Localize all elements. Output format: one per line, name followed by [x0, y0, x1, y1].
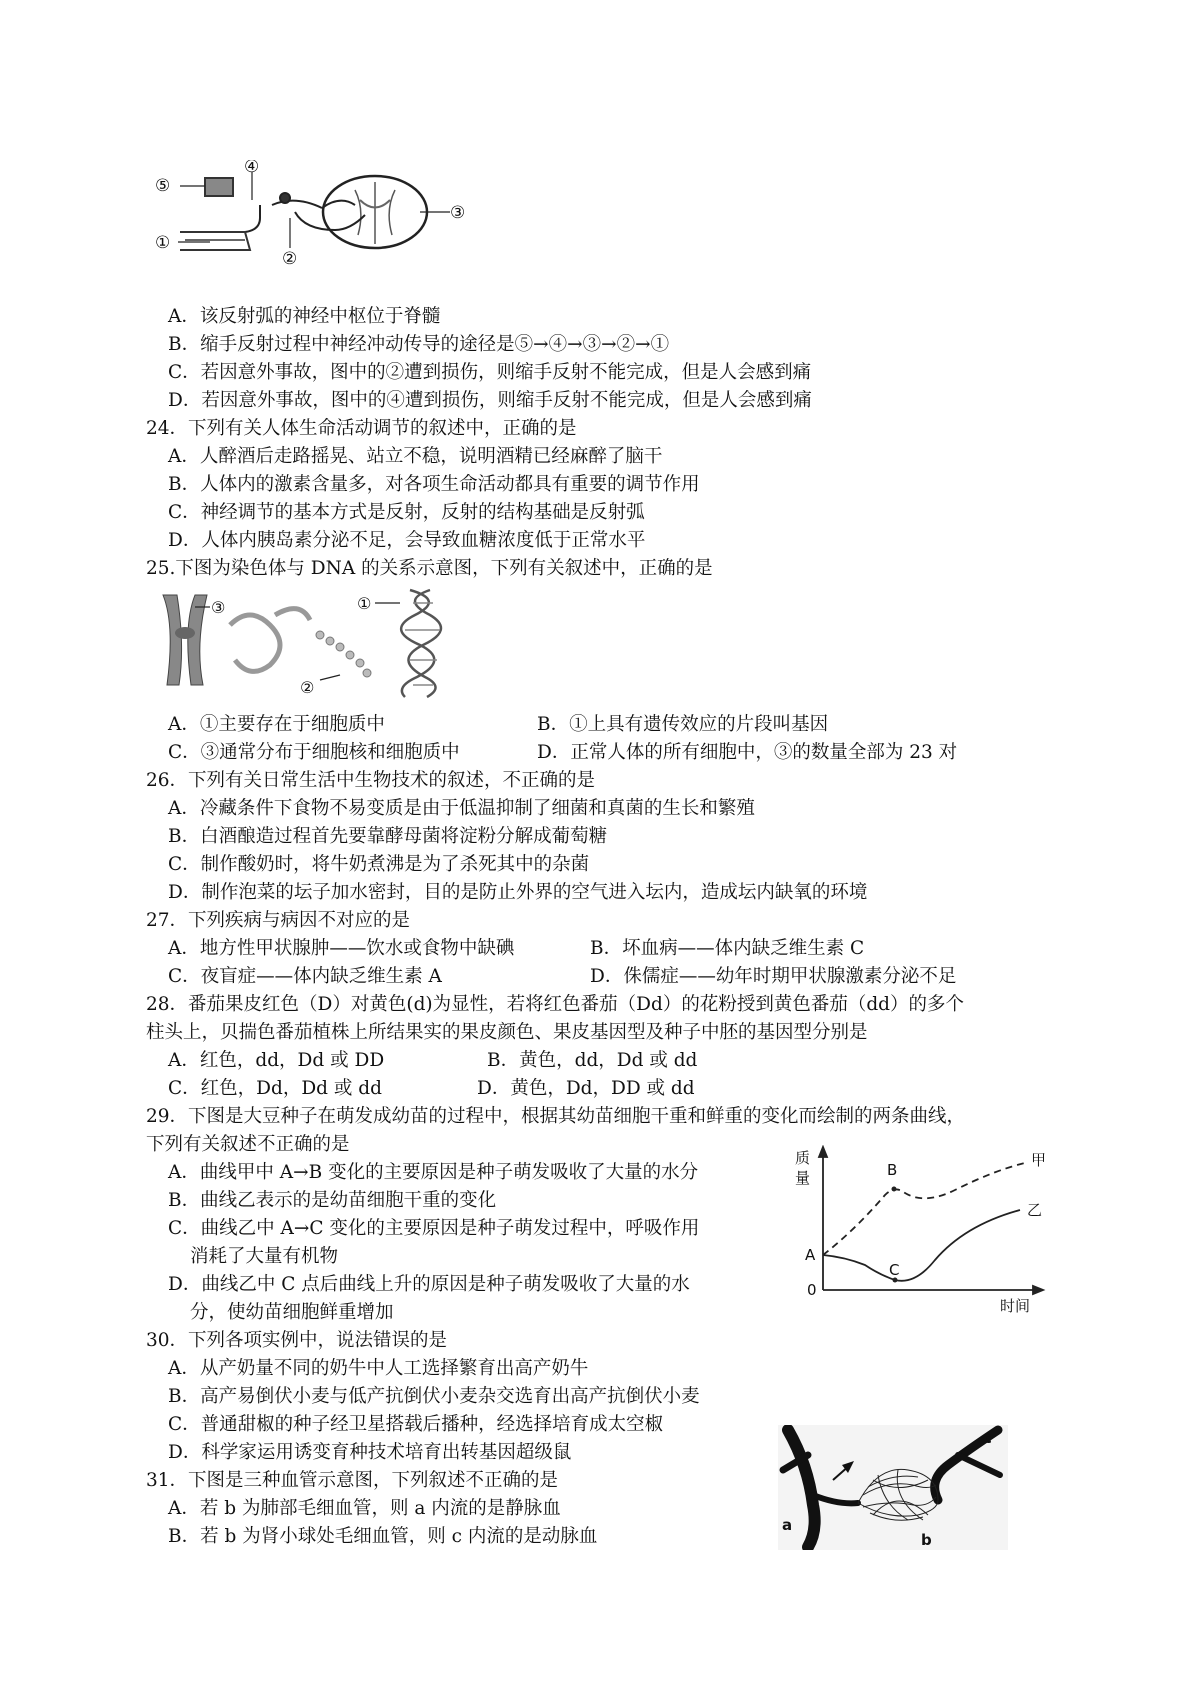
- q26-option-b[interactable]: B．白酒酿造过程首先要靠酵母菌将淀粉分解成葡萄糖: [168, 826, 608, 847]
- reflex-arc-figure: [150, 160, 490, 285]
- q26-stem: 26．下列有关日常生活中生物技术的叙述，不正确的是: [146, 770, 596, 791]
- q24-option-b[interactable]: B．人体内的激素含量多，对各项生命活动都具有重要的调节作用: [168, 474, 700, 495]
- q29-stem-line1: 29．下图是大豆种子在萌发成幼苗的过程中，根据其幼苗细胞干重和鲜重的变化而绘制的两条曲线，: [146, 1106, 966, 1127]
- label-3: ③: [450, 203, 466, 223]
- chromosome-dna-figure: [155, 585, 495, 700]
- q25-stem: 25.下图为染色体与 DNA 的关系示意图，下列有关叙述中，正确的是: [146, 558, 713, 579]
- q29-option-c-cont[interactable]: 消耗了大量有机物: [190, 1246, 339, 1267]
- q28-option-b[interactable]: B．黄色，dd，Dd 或 dd: [487, 1050, 698, 1071]
- q28-stem-line2: 柱头上，贝揣色番茄植株上所结果实的果皮颜色、果皮基因型及种子中胚的基因型分别是: [146, 1022, 868, 1043]
- q24-option-d[interactable]: D．人体内胰岛素分泌不足，会导致血糖浓度低于正常水平: [168, 530, 646, 551]
- q25-option-a[interactable]: A．①主要存在于细胞质中: [168, 714, 385, 735]
- q31-stem: 31．下图是三种血管示意图，下列叙述不正确的是: [146, 1470, 559, 1491]
- point-b: B: [887, 1161, 898, 1179]
- q23-option-b[interactable]: B．缩手反射过程中神经冲动传导的途径是⑤→④→③→②→①: [168, 334, 670, 355]
- q30-option-d[interactable]: D．科学家运用诱变育种技术培育出转基因超级鼠: [168, 1442, 572, 1463]
- label-3: ③: [211, 598, 226, 617]
- label-4: ④: [244, 160, 260, 177]
- q29-option-d-cont[interactable]: 分，使幼苗细胞鲜重增加: [190, 1302, 394, 1323]
- q25-option-b[interactable]: B．①上具有遗传效应的片段叫基因: [537, 714, 829, 735]
- q28-stem-line1: 28．番茄果皮红色（D）对黄色(d)为显性，若将红色番茄（Dd）的花粉授到黄色番茄（dd）的多个: [146, 994, 965, 1015]
- point-a: A: [805, 1246, 816, 1264]
- q26-option-c[interactable]: C．制作酸奶时，将牛奶煮沸是为了杀死其中的杂菌: [168, 854, 590, 875]
- q28-option-d[interactable]: D．黄色，Dd，DD 或 dd: [477, 1078, 695, 1099]
- q30-option-b[interactable]: B．高产易倒伏小麦与低产抗倒伏小麦杂交选育出高产抗倒伏小麦: [168, 1386, 700, 1407]
- q24-stem: 24．下列有关人体生命活动调节的叙述中，正确的是: [146, 418, 577, 439]
- q27-option-a[interactable]: A．地方性甲状腺肿——饮水或食物中缺碘: [168, 938, 515, 959]
- blood-vessel-figure: [778, 1425, 1008, 1550]
- label-1: ①: [357, 594, 372, 613]
- q29-stem-line2: 下列有关叙述不正确的是: [146, 1134, 350, 1155]
- y-label-2: 量: [795, 1169, 811, 1187]
- x-label: 时间: [1000, 1297, 1031, 1315]
- q31-option-a[interactable]: A．若 b 为肺部毛细血管，则 a 内流的是静脉血: [168, 1498, 561, 1519]
- label-c: c: [983, 1429, 992, 1447]
- q31-option-b[interactable]: B．若 b 为肾小球处毛细血管，则 c 内流的是动脉血: [168, 1526, 598, 1547]
- q27-option-d[interactable]: D．侏儒症——幼年时期甲状腺激素分泌不足: [590, 966, 957, 987]
- q30-option-c[interactable]: C．普通甜椒的种子经卫星搭载后播种，经选择培育成太空椒: [168, 1414, 664, 1435]
- curve-jia: [823, 1163, 1025, 1255]
- curve-yi: [823, 1210, 1020, 1281]
- series-yi: 乙: [1027, 1201, 1043, 1219]
- q25-option-c[interactable]: C．③通常分布于细胞核和细胞质中: [168, 742, 460, 763]
- q27-option-b[interactable]: B．坏血病——体内缺乏维生素 C: [590, 938, 865, 959]
- q23-option-d[interactable]: D．若因意外事故，图中的④遭到损伤，则缩手反射不能完成，但是人会感到痛: [168, 390, 812, 411]
- q29-option-b[interactable]: B．曲线乙表示的是幼苗细胞干重的变化: [168, 1190, 497, 1211]
- q23-option-c[interactable]: C．若因意外事故，图中的②遭到损伤，则缩手反射不能完成，但是人会感到痛: [168, 362, 812, 383]
- label-1: ①: [155, 233, 171, 253]
- label-b: b: [921, 1531, 932, 1549]
- origin-label: 0: [807, 1281, 817, 1299]
- label-5: ⑤: [155, 176, 171, 196]
- label-2: ②: [282, 249, 298, 269]
- q28-option-c[interactable]: C．红色，Dd，Dd 或 dd: [168, 1078, 382, 1099]
- q23-option-a[interactable]: A．该反射弧的神经中枢位于脊髓: [168, 306, 441, 327]
- series-jia: 甲: [1031, 1151, 1047, 1169]
- q24-option-a[interactable]: A．人醉酒后走路摇晃、站立不稳，说明酒精已经麻醉了脑干: [168, 446, 663, 467]
- point-c: C: [889, 1261, 900, 1279]
- q27-option-c[interactable]: C．夜盲症——体内缺乏维生素 A: [168, 966, 442, 987]
- q28-option-a[interactable]: A．红色，dd，Dd 或 DD: [168, 1050, 385, 1071]
- q29-option-d[interactable]: D．曲线乙中 C 点后曲线上升的原因是种子萌发吸收了大量的水: [168, 1274, 690, 1295]
- q30-stem: 30．下列各项实例中，说法错误的是: [146, 1330, 448, 1351]
- seed-mass-curve-figure: [795, 1145, 1065, 1315]
- q25-option-d[interactable]: D．正常人体的所有细胞中，③的数量全部为 23 对: [537, 742, 958, 763]
- label-a: a: [782, 1516, 793, 1534]
- q29-option-a[interactable]: A．曲线甲中 A→B 变化的主要原因是种子萌发吸收了大量的水分: [168, 1162, 699, 1183]
- y-label-1: 质: [795, 1149, 811, 1167]
- q27-stem: 27．下列疾病与病因不对应的是: [146, 910, 411, 931]
- reflex-arc-labels: [155, 160, 465, 269]
- q29-option-c[interactable]: C．曲线乙中 A→C 变化的主要原因是种子萌发过程中，呼吸作用: [168, 1218, 700, 1239]
- q30-option-a[interactable]: A．从产奶量不同的奶牛中人工选择繁育出高产奶牛: [168, 1358, 589, 1379]
- label-2: ②: [300, 678, 315, 697]
- q26-option-d[interactable]: D．制作泡菜的坛子加水密封，目的是防止外界的空气进入坛内，造成坛内缺氧的环境: [168, 882, 868, 903]
- q24-option-c[interactable]: C．神经调节的基本方式是反射，反射的结构基础是反射弧: [168, 502, 645, 523]
- q26-option-a[interactable]: A．冷藏条件下食物不易变质是由于低温抑制了细菌和真菌的生长和繁殖: [168, 798, 755, 819]
